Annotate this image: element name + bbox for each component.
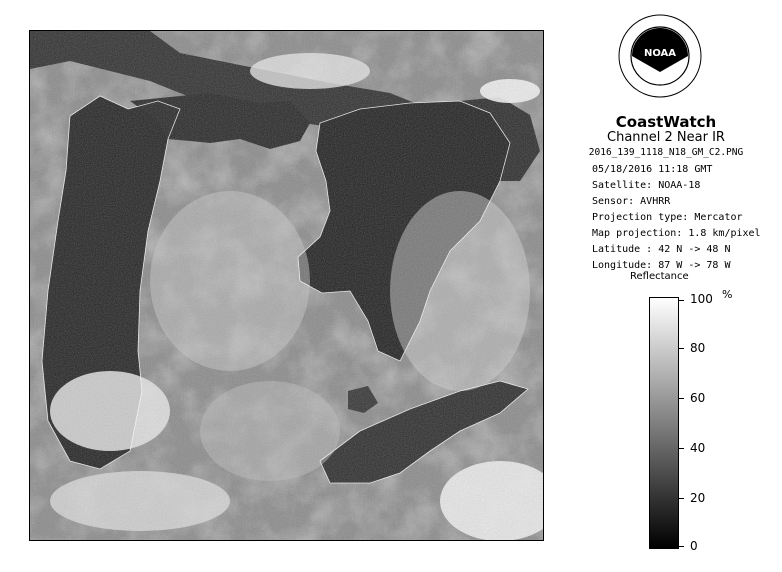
tick-label-80: 80 bbox=[690, 341, 706, 355]
tick-label-40: 40 bbox=[690, 441, 706, 455]
projection-type-label: Projection type: Mercator bbox=[592, 212, 743, 223]
tick-mark bbox=[679, 398, 684, 399]
noaa-logo-icon bbox=[618, 14, 702, 98]
tick-mark bbox=[679, 498, 684, 499]
satellite-map bbox=[29, 30, 544, 541]
reflectance-colorbar bbox=[649, 297, 679, 549]
channel-subtitle: Channel 2 Near IR bbox=[607, 130, 725, 145]
tick-mark bbox=[679, 348, 684, 349]
tick-mark bbox=[679, 448, 684, 449]
datetime-label: 05/18/2016 11:18 GMT bbox=[592, 164, 713, 175]
tick-label-20: 20 bbox=[690, 491, 706, 505]
tick-mark bbox=[679, 546, 684, 547]
latitude-label: Latitude : 42 N -> 48 N bbox=[592, 244, 731, 255]
tick-label-0: 0 bbox=[690, 539, 698, 553]
image-filename: 2016_139_1118_N18_GM_C2.PNG bbox=[588, 147, 744, 158]
legend-unit: % bbox=[722, 288, 733, 301]
map-projection-label: Map projection: 1.8 km/pixel bbox=[592, 228, 761, 239]
tick-label-60: 60 bbox=[690, 391, 706, 405]
tick-mark bbox=[679, 300, 684, 301]
legend-title: Reflectance bbox=[630, 271, 689, 282]
longitude-label: Longitude: 87 W -> 78 W bbox=[592, 260, 731, 271]
sensor-label: Sensor: AVHRR bbox=[592, 196, 671, 207]
logo-text: NOAA bbox=[643, 48, 677, 59]
app-title: CoastWatch bbox=[615, 113, 717, 131]
tick-label-100: 100 bbox=[690, 292, 713, 306]
satellite-label: Satellite: NOAA-18 bbox=[592, 180, 701, 191]
